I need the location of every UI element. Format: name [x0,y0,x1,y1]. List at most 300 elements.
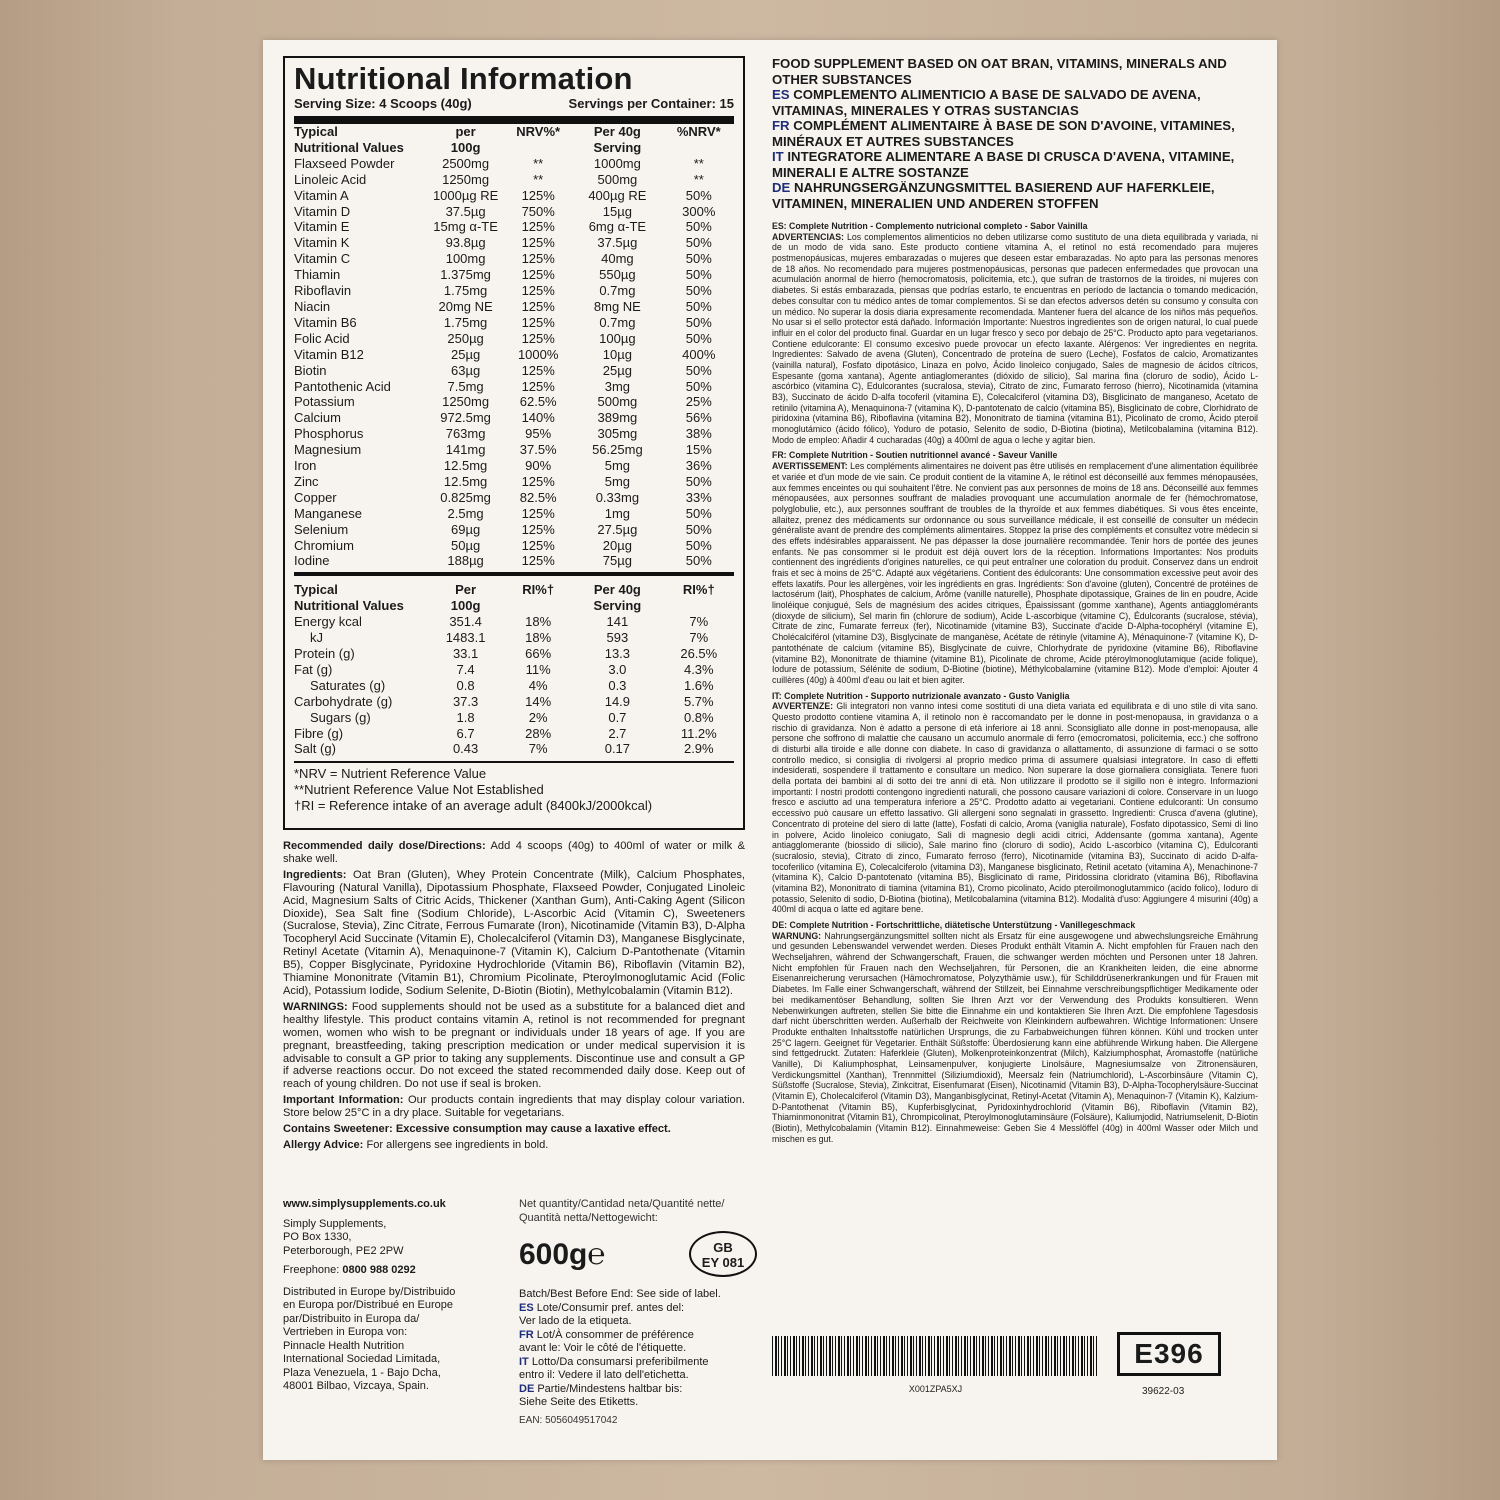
language-code: FR [772,118,790,133]
nutrient-value: 12.5mg [443,458,488,474]
table-row [294,741,734,757]
nutrient-value: 2.7 [608,725,627,741]
nutrient-value: 27.5µg [597,521,638,537]
nutrition-title: Nutritional Information [294,61,633,96]
important-label: Important Information: [283,1094,404,1107]
barcode-text: X001ZPA5XJ [908,1384,963,1394]
nutrient-value: 11.2% [680,725,717,741]
health-mark-country: GB [713,1240,733,1255]
footnote: *NRV = Nutrient Reference Value [294,766,487,782]
table-row [294,188,734,204]
table-row [294,331,734,347]
important-information [283,1094,745,1120]
column-header: RI%† [522,582,555,598]
column-header: Typical Nutritional Values [294,582,404,614]
nutrient-name: Energy kcal [294,614,362,630]
batch-line-en: Batch/Best Before End: See side of label. [519,1288,721,1300]
distributor-line: 48001 Bilbao, Vizcaya, Spain. [283,1380,429,1392]
table-row [294,379,734,395]
nutrient-value: 550µg [599,267,636,283]
nutrient-value: 95% [525,426,552,442]
nutrient-name: Chromium [294,537,354,553]
title-en [772,56,1258,87]
nutrient-name: Saturates (g) [310,677,386,693]
nutrient-value: 400% [682,346,716,362]
nutrient-value: 300% [682,203,716,219]
directions [283,840,745,866]
nutrient-value: 593 [606,630,629,646]
table-row [294,694,734,710]
serving-info [294,96,734,124]
nutrient-name: Vitamin K [294,235,350,251]
nutrient-value: 0.7mg [599,283,636,299]
nutrient-value: 1.6% [683,677,714,693]
distributor-line: Distributed in Europe by/Distribuido [283,1285,456,1298]
nutrient-value: 125% [521,283,555,299]
nutrient-name: Iodine [294,553,330,569]
title-text: INTEGRATORE ALIMENTARE A BASE DI CRUSCA D'AVENA, VITAMINE, MINERALI E ALTRE SOSTANZE [772,149,1235,180]
batch-text: Lot/À consommer de préférence avant le: Voir le côté de l'étiquette. [519,1328,694,1354]
nutrient-value: 37.5% [519,442,557,458]
weight-value: 600g [519,1238,588,1271]
nutrient-name: Protein (g) [294,646,355,661]
nutrient-value: 50% [685,283,712,299]
nutrient-value: 125% [521,314,555,330]
distributor-line: par/Distribuito in Europa da/ [283,1312,420,1325]
language-code: IT [519,1355,529,1368]
nutrient-value: 763mg [445,426,486,442]
nutrient-name: Vitamin C [294,251,351,267]
freephone-label: Freephone: [283,1264,340,1276]
nutrient-name: Carbohydrate (g) [294,693,393,709]
nutrient-value: 1.8 [456,709,475,725]
nutrient-name: Riboflavin [294,283,352,299]
table-row [294,363,734,379]
nutrient-value: 1.375mg [440,267,491,283]
freephone [283,1264,503,1278]
table-row [294,251,734,267]
vitamins-table [294,124,734,569]
nutrient-value: 15µg [602,203,632,219]
net-weight [519,1238,605,1272]
net-quantity-line: Net quantity/Cantidad neta/Quantité nette/ [519,1198,725,1210]
nutrient-value: 56% [685,410,712,426]
nutrient-name: Fat (g) [294,661,333,677]
nutrient-value: 0.7mg [599,314,636,330]
nutrient-value: 25% [685,394,712,410]
nutrient-value: 100mg [445,251,486,267]
nutrient-value: 50% [685,505,712,521]
column-header: Per 40g Serving [593,124,642,155]
allergy-advice [283,1139,745,1152]
nutrient-value: 0.3 [608,677,627,693]
nutrient-value: 972.5mg [440,410,491,426]
net-quantity-line: Quantità netta/Nettogewicht: [519,1211,658,1224]
nutrient-value: 5mg [604,458,631,474]
code-area [772,1332,1260,1412]
company-info [283,1198,503,1394]
nutrient-value: 50% [685,187,712,203]
nutrient-value: 500mg [597,171,638,187]
legal-label: ADVERTENCIAS: [772,231,844,242]
nutrient-value: 50% [685,553,712,569]
batch-text: Lotto/Da consumarsi preferibilmente entro il: Vedere il lato dell'etichetta. [519,1355,709,1381]
nutrient-value: 500mg [597,394,638,410]
nutrient-value: 125% [521,330,555,346]
table-header-row [294,124,734,156]
table-row [294,394,734,410]
nutrient-value: 389mg [597,410,638,426]
ingredients-label: Ingredients: [283,868,347,881]
table-row [294,219,734,235]
nutrient-value: 13.3 [604,646,631,661]
nutrient-value: 1000mg [593,155,641,171]
nutrient-value: 100µg [599,330,636,346]
nutrient-value: 10µg [602,346,632,362]
table-row [294,614,734,630]
translated-text [772,221,1258,1144]
nutrient-name: Vitamin B12 [294,346,364,362]
legal-text: Gli integratori non vanno intesi come sostituti di una dieta variata ed equilibrata e di uno stile di vita sano. Questo prodotto contiene vitamina A, il retinolo non è raccomandato per le donne in post-menopausa, in gravidanza o a rischio di gravidanza. Non è adatto a persone di età inferiore ai 18 anni. Sconsigliato alle donne in post-menopausa, alle persone che soffrono di malattie che causano un accumulo anormale di ferro (emocromatosi, policitemia, ecc.) che soffrono di disturbi alla tiroide e alle donne con diabete. In caso di gravidanza o allattamento, di assunzione di farmaci o se sotto controllo medico, si consiglia di rivolgersi al proprio medico prima di assumere qualsiasi integratore. In caso di effetti indesiderati, sospendere il trattamento e consultare un medico. Non superare la dose giornaliera consigliata. Tenere fuori della portata dei bambini al di sotto dei tre anni di età. Non utilizzare il prodotto se il sigillo non è integro. Informazioni importanti: I nostri prodotti contengono ingredienti naturali, che possono causare variazioni di colore. Conservare in un luogo fresco e asciutto ad una temperatura inferiore a 25°C. Prodotto adatto ai vegetariani. Contiene edulcoranti: Un consumo eccessivo può causare un effetto lassativo. Gli allergeni sono segnalati in grassetto. Ingredienti: Crusca d'avena (glutine), Concentrato di proteine del siero di latte (latte), Fosfati di calcio, Aroma (vaniglia naturale), Fosfato dipotassico, Semi di lino in polvere, Acido linoleico coniugato, Sali di magnesio degli acidi citrici, Addensante (gomma xantana), Agente antiagglomerante (biossido di silicio), Sale marino fino (cloruro di sodio), Acido L-ascorbico (vitamina C), Edulcoranti (sucralosio, stevia), Citrato di zinco, Fumarato ferroso (ferro), Nicotinamide (vitamina B3), Succinato di acido D-alfa-tocoferilico (vitamina E), Colecalciferolo (vitamina D3), Manganese bisglicinato, Retinil acetato (vitamina A), Menachinone-7 (vitamina K), Calcio D-pantotenato (vitamina B5), Bisglicinato di rame, Piridossina cloridrato (vitamina B6), Riboflavina (vitamina B2), Mononitrato di tiamina (vitamina B1), Cromo picolinato, Acido pteroilmonoglutammico (acido folico), Ioduro di potassio, Selenito di sodio, D-Biotina (biotina), Metilcobalamina (vitamina B12). Modalità d'uso: Aggiungere 4 misurini (40g) a 400ml di acqua o latte ed agitare bene. [772,701,1258,915]
table-row [294,506,734,522]
nutrient-name: Potassium [294,394,355,410]
table-row [294,156,734,172]
nutrient-value: 141mg [445,442,486,458]
legal-heading: ES: Complete Nutrition - Complemento nutricional completo - Sabor Vainilla [772,221,1088,231]
title-es [772,87,1258,118]
table-row [294,474,734,490]
nutrient-value: 14.9 [604,693,631,709]
nutrient-value: 125% [521,505,555,521]
address-line: PO Box 1330, [283,1231,352,1243]
table-row [294,538,734,554]
legal-label: AVVERTENZE: [772,701,834,712]
nutrient-value: 50µg [451,537,481,553]
nutrient-value: ** [693,171,704,187]
nutrient-value: 125% [521,251,555,267]
nutrient-name: Linoleic Acid [294,171,367,187]
table-row [294,315,734,331]
nutrient-value: ** [693,155,704,171]
nutrient-name: Manganese [294,505,362,521]
table-row [294,410,734,426]
table-row [294,458,734,474]
nutrient-value: 141 [606,614,629,630]
nutrient-value: 50% [685,521,712,537]
nutrient-value: 38% [685,426,712,442]
product-information [283,840,745,1155]
nutrient-name: Vitamin B6 [294,314,357,330]
website-link[interactable]: www.simplysupplements.co.uk [283,1198,446,1210]
nutrient-value: 6mg α-TE [588,219,647,235]
nutrient-value: 0.7 [608,709,627,725]
nutrient-name: Copper [294,489,337,505]
nutrient-value: 26.5% [680,646,718,661]
table-row [294,553,734,569]
nutrient-name: Zinc [294,473,319,489]
nutrient-value: 50% [685,537,712,553]
legal-fr [772,450,1258,685]
nutrient-value: 62.5% [519,394,557,410]
nutrient-value: 15% [685,442,712,458]
warnings-text: Food supplements should not be used as a substitute for a balanced diet and healthy lifestyle. This product contains vitamin A, retinol is not recommended for pregnant women, women who wish to be pregnant or individuals under 18 years of age. If you are pregnant, breastfeeding, taking prescription medication or under medical supervision it is advisable to consult a GP prior to taking any supplements. Discontinue use and consult a GP if adverse reactions occur. Do not exceed the stated recommended daily dose. Keep out of reach of young children. Do not use if seal is broken. [283,1000,745,1091]
nutrient-value: 50% [685,314,712,330]
warnings-label: WARNINGS: [283,1000,348,1013]
legal-text: Los complementos alimenticios no deben utilizarse como sustituto de una dieta equilibrada y variada, ni de un modo de vida sano. Este producto contiene vitamina A, el retinol no está recomendado para mujeres postmenopáusicas, mujeres embarazadas o mujeres que deseen estar embarazadas. No apto para las personas menores de 18 años. No recomendado para mujeres postmenopáusicas, personas que padecen enfermedades que provocan una acumulación anormal de hierro (hemocromatosis, policitemia, etc.), que sufran de trastornos de la tiroides, ni mujeres con diabetes. Si estás embarazada, piensas que podrías estarlo, te encuentras en período de lactancia o tomando medicación, debes consultar con tu médico antes de tomar complementos. Si se dan efectos adversos detén su consumo y consulta con un médico. No superar la dosis diaria expresamente recomendada. Mantener fuera del alcance de los niños más pequeños. No usar si el sello protector está dañado. Información Importante: Nuestros ingredientes son de origen natural, lo cual puede influir en el color del producto final. Guardar en un lugar fresco y seco por debajo de 25°C. Producto apto para vegetarianos. Contiene edulcorante: El consumo excesivo puede provocar un efecto laxante. Alérgenos: Ver ingredientes en negrita. Ingredientes: Salvado de avena (Gluten), Concentrado de proteína de suero (Leche), Fosfatos de calcio, Aromatizantes (vainilla natural), Fosfato dipotásico, Linaza en polvo, Ácido linoleico conjugado, Sales de magnesio de ácidos cítricos, Espesante (goma xantana), Agente antiaglomerantes (dióxido de silicio), Sal marina fina (cloruro de sodio), Ácido L-ascórbico (vitamina C), Edulcorantes (sucralosa, stevia), Citrato de zinc, Fumarato ferroso (hierro), Nicotinamida (vitamina B3), Succinato de ácido D-alfa tocoferil (vitamina E), Colecalciferol (vitamina D3), Bisglicinato de manganeso, Acetato de retinilo (vitamina A), Menaquinona-7 (vitamina K), D-pantotenato de calcio (vitamina B5), Bisglicinato de cobre, Clorhidrato de piridoxina (vitamina B6), Riboflavina (vitamina B2), Mononitrato de tiamina (vitamina B1), Picolinato de cromo, Ácido pteroil monoglutámico (ácido fólico), Yoduro de potasio, Selenito de sodio, D-Biotina (biotina), Metilcobalamina (vitamina B12). Modo de empleo: Añadir 4 cucharadas (40g) a 400ml de agua o leche y agitar bien. [772,231,1258,445]
nutrient-value: 33% [685,489,712,505]
nutrient-value: 125% [521,537,555,553]
nutrient-value: 3mg [604,378,631,394]
nutrient-value: 50% [685,378,712,394]
health-mark [689,1231,757,1277]
batch-text: Lote/Consumir pref. antes del: Ver lado de la etiqueta. [519,1301,685,1327]
nutrient-value: 50% [685,298,712,314]
sweetener-text: Excessive consumption may cause a laxative effect. [392,1123,671,1136]
nutrient-value: 7.5mg [447,378,484,394]
nutrient-name: Magnesium [294,442,362,458]
title-text: COMPLÉMENT ALIMENTAIRE À BASE DE SON D'AVOINE, VITAMINES, MINÉRAUX ET AUTRES SUBSTANCES [772,118,1235,149]
nutrient-value: 125% [521,267,555,283]
nutrient-value: 66% [525,646,552,661]
nutrient-value: 25µg [451,346,481,362]
nutrient-name: Pantothenic Acid [294,378,391,394]
table-row [294,522,734,538]
nutrient-value: 14% [525,693,552,709]
column-header: Per 40g Serving [593,582,642,614]
nutrient-value: 15mg α-TE [433,219,498,235]
nutrient-value: 0.8% [683,709,714,725]
legal-text: Les compléments alimentaires ne doivent pas être utilisés en remplacement d'une alimentation équilibrée et variée et d'un mode de vie sain. Ce produit contient de la vitamine A, le rétinol est déconseillé aux femmes ménopausées, aux femmes enceintes ou qui souhaitent l'être. Ne convient pas aux personnes de moins de 18 ans. Déconseillé aux femmes ménopausées, aux personnes souffrant de maladies provoquant une accumulation anormale de fer (hémochromatose, polyglobulie, etc.), aux personnes souffrant de troubles de la thyroïde et aux femmes diabétiques. Si vous êtes enceinte, allaitez, prenez des médicaments sur ordonnance ou sous surveillance médicale, il est conseillé de consulter un médecin généraliste avant de prendre des compléments alimentaires. Stoppez la prise des compléments et consultez votre médecin si des effets indésirables apparaissent. Ne pas dépasser la dose journalière recommandée. Tenir hors de portée des jeunes enfants. Ne pas consommer si le produit est déjà ouvert lors de la réception. Informations Importantes: Nos produits contiennent des ingrédients d'origines naturelles, ce qui peut entraîner une coloration du produit. Conservez dans un endroit frais et sec à moins de 25°C. Adapté aux végétariens. Contient des édulcorants: Une consommation excessive peut avoir des effets laxatifs. Pour les allergènes, voir les ingrédients en gras. Ingrédients: Son d'avoine (gluten), Concentré de protéines de lactosérum (lait), Phosphates de calcium, Arôme (vanille naturelle), Phosphate dipotassique, Graines de lin en poudre, Acide linoléique conjugué, Sels de magnésium des acides citriques, Épaississant (gomme xanthane), Agents antiagglomérants (dioxyde de silicium), Sel marin fin (chlorure de sodium), Acide L-ascorbique (vitamine C), Édulcorants (sucralose, stévia), Citrate de zinc, Fumarate ferreux (fer), Nicotinamide (vitamine B3), Succinate d'acide D-Alpha-tocophéryl (vitamine E), Cholécalciférol (vitamine D3), Bisglycinate de manganèse, Acétate de rétinyle (vitamine A), Ménaquinone-7 (vitamine K), D-pantothénate de calcium (vitamine B5), Bisglycinate de cuivre, Chlorhydrate de pyridoxine (vitamine B6), Riboflavine (vitamine B2), Mononitrate de thiamine (vitamine B1), Picolinate de chrome, Acide ptéroylmonoglutamique (acide folique), Iodure de potassium, Sélénite de sodium, D-Biotine (biotine), Méthylcobalamine (vitamine B12). Mode d'emploi: Ajouter 4 cuillères (40g) à 400ml d'eau ou lait et bien agiter. [772,461,1258,685]
nutrient-value: 750% [521,203,555,219]
table-row [294,347,734,363]
nutrient-name: Folic Acid [294,330,350,346]
legal-text: Nahrungsergänzungsmittel sollten nicht als Ersatz für eine ausgewogene und abwechslungsreiche Ernährung und gesunden Lebenswandel verwendet werden. Dieses Produkt enthält Vitamin A. Nicht empfohlen für Frauen nach den Wechseljahren, während der Schwangerschaft, Frauen, die schwanger werden möchten und Personen unter 18 Jahren. Nicht empfohlen für Frauen nach den Wechseljahren, für Personen, die an Krankheiten leiden, die eine abnorme Eisenanreicherung verursachen (Hämochromatose, Polyzythämie usw.), für Schilddrüsenerkrankungen und für Frauen mit Diabetes. Im Falle einer Schwangerschaft, während der Stillzeit, bei Einnahme verschreibungspflichtiger Medikamente oder bei medikamentöser Behandlung, sollten Sie Ihren Arzt vor der Verwendung des Produkts konsultieren. Wenn Nebenwirkungen auftreten, stellen Sie bitte die Einnahme ein und kontaktieren Sie Ihren Arzt. Die empfohlene Tagesdosis darf nicht überschritten werden. Außerhalb der Reichweite von Kleinkindern aufbewahren. Wichtige Informationen: Unsere Produkte enthalten Inhaltsstoffe natürlichen Ursprungs, die zu Farbabweichungen führen können. Kühl und trocken unter 25°C lagern. Geeignet für Vegetarier. Enthält Süßstoffe: Überdosierung kann eine abführende Wirkung haben. Die Allergene sind fettgedruckt. Zutaten: Haferkleie (Gluten), Molkenproteinkonzentrat (Milch), Kalziumphosphat, Aromastoffe (natürliche Vanille), Di Kaliumphosphat, Leinsamenpulver, konjugierte Linolsäure, Magnesiumsalze von Zitronensäuren, Verdickungsmittel (Xanthan), Trennmittel (Siliziumdioxid), Meersalz fein (Natriumchlorid), L-Ascorbinsäure (Vitamin C), Süßstoffe (Sucralose, Stevia), Zinkcitrat, Eisenfumarat (Eisen), Nicotinamid (Vitamin B3), D-Alpha-Tocopherylsäure-Succinat (Vitamin E), Cholecalciferol (Vitamin D3), Manganbisglycinat, Retinyl-Acetat (Vitamin A), Menaquinon-7 (Vitamin K), Kalzium-D-Pantothenat (Vitamin B5), Kupferbisglycinat, Pyridoxinhydrochlorid (Vitamin B6), Riboflavin (Vitamin B2), Thiaminmononitrat (Vitamin B1), Chrompicolinat, Pteroylmonoglutaminsäure (Folsäure), Kaliumjodid, Natriumselenit, D-Biotin (Biotin), Methylcobalamin (Vitamin B12). Einnahmeweise: Geben Sie 4 Messlöffel (40g) in 400ml Wasser oder Milch und mischen es gut. [772,930,1258,1144]
nutrient-name: Selenium [294,521,349,537]
nutrient-value: 125% [521,187,555,203]
column-header: Typical Nutritional Values [294,124,404,155]
nutrient-value: 12.5mg [443,473,488,489]
nutrient-value: 7.4 [456,661,475,677]
allergy-label: Allergy Advice: [283,1138,364,1151]
table-row [294,646,734,662]
table-row [294,630,734,646]
nutrient-value: 63µg [451,362,481,378]
nutrient-value: ** [533,155,544,171]
product-titles [772,56,1258,211]
legal-heading: FR: Complete Nutrition - Soutien nutritionnel avancé - Saveur Vanille [772,450,1058,461]
nutrient-value: 2.5mg [447,505,484,521]
nutrient-value: 1483.1 [445,630,486,646]
nutrient-value: 1.75mg [443,283,488,299]
nutrient-value: 0.33mg [595,489,640,505]
footnote-divider [294,761,734,763]
batch-line [519,1383,759,1410]
column-header: Per 100g [450,582,481,614]
directions-text: Add 4 scoops (40g) to 400ml of water or milk & shake well. [283,840,746,865]
nutrient-value: 7% [528,741,548,757]
nutrient-value: 351.4 [449,614,482,630]
table-row [294,172,734,188]
nutrient-name: Biotin [294,362,327,378]
nutrient-value: 125% [521,219,555,235]
freephone-number: 0800 988 0292 [342,1264,416,1276]
table-row [294,235,734,251]
legal-heading: DE: Complete Nutrition - Fortschrittliche, diätetische Unterstützung - Vanillegeschmack [772,920,1136,930]
footnote: †RI = Reference intake of an average adult (8400kJ/2000kcal) [294,798,653,814]
product-label [263,40,1277,1460]
health-mark-code: EY 081 [701,1255,745,1270]
nutrient-value: 50% [685,219,712,235]
net-quantity-label [519,1198,759,1225]
nutrient-value: 125% [521,473,555,489]
language-code: DE [519,1382,535,1395]
nutrient-value: 50% [685,330,712,346]
nutrient-value: 1250mg [442,394,490,410]
distributor-line: International Sociedad Limitada, [283,1353,441,1365]
nutrient-value: 5.7% [683,693,714,709]
energy-table [294,582,734,757]
nutrient-name: Vitamin A [294,187,349,203]
nutrient-value: 50% [685,235,712,251]
nutrient-value: 56.25mg [592,442,643,458]
batch-info [519,1288,759,1427]
batch-line [519,1302,759,1329]
nutrient-value: 6.7 [456,725,475,741]
nutrient-value: 2500mg [442,155,490,171]
distributor-line: en Europa por/Distribué en Europe [283,1299,453,1311]
table-divider [294,572,734,576]
nutrient-value: 2.9% [683,741,714,757]
nutrient-name: Niacin [294,298,331,314]
table-row [294,299,734,315]
nutrient-value: 0.8 [456,677,475,693]
nutrient-value: 50% [685,251,712,267]
legal-es [772,221,1258,445]
column-header: per 100g [450,124,481,155]
table-row [294,204,734,220]
nutrient-value: 188µg [447,553,484,569]
barcode-icon [772,1336,1099,1376]
table-row [294,490,734,506]
legal-de [772,920,1258,1144]
sweetener-label: Contains Sweetener: [283,1123,393,1136]
batch-line [519,1329,759,1356]
nutrient-value: 50% [685,267,712,283]
nutrient-value: 125% [521,553,555,569]
nutrient-value: 305mg [597,426,638,442]
nutrient-name: kJ [310,630,323,646]
nutrient-value: ** [533,171,544,187]
serving-size: Serving Size: 4 Scoops (40g) [294,96,472,111]
table-row [294,267,734,283]
nutrient-name: Salt (g) [294,741,336,757]
nutrient-value: 125% [521,298,555,314]
nutrient-value: 140% [521,410,555,426]
table-row [294,442,734,458]
column-header: RI%† [682,582,715,598]
nutrient-name: Flaxseed Powder [294,155,395,171]
nutrient-value: 125% [521,521,555,537]
column-header: NRV%* [516,124,561,139]
legal-it [772,691,1258,915]
nutrient-value: 125% [521,362,555,378]
nutrient-name: Vitamin E [294,219,350,235]
ean-number: EAN: 5056049517042 [519,1414,618,1426]
nutrient-value: 82.5% [519,489,557,505]
language-code: DE [772,180,791,195]
nutrient-value: 1250mg [442,171,490,187]
nutrient-value: 5mg [604,473,631,489]
batch-line [519,1356,759,1383]
language-code: ES [519,1301,534,1314]
nutrient-value: 0.43 [452,741,479,757]
nutrient-value: 37.5µg [597,235,638,251]
allergy-text: For allergens see ingredients in bold. [363,1138,549,1151]
distributor-line: Pinnacle Health Nutrition [283,1339,405,1352]
nutrient-value: 75µg [602,553,632,569]
nutrient-value: 50% [685,473,712,489]
lot-number: 39622-03 [1142,1386,1185,1397]
address-line: Simply Supplements, [283,1217,387,1230]
nutrient-value: 250µg [447,330,484,346]
ingredients [283,869,745,998]
table-row [294,678,734,694]
directions-label: Recommended daily dose/Directions: [283,840,486,852]
nutrient-value: 93.8µg [445,235,486,251]
nutrient-value: 0.825mg [440,489,491,505]
nutrient-value: 1mg [604,505,631,521]
nutrient-value: 1000µg RE [432,187,499,203]
nutrient-name: Fibre (g) [294,725,344,741]
nutrient-name: Iron [294,458,317,474]
nutrient-value: 1000% [517,346,559,362]
nutrient-value: 11% [525,661,551,677]
table-header-row [294,582,734,614]
nutrient-value: 36% [685,458,712,474]
table-row [294,726,734,742]
title-de [772,180,1258,211]
title-fr [772,118,1258,149]
title-text: NAHRUNGSERGÄNZUNGSMITTEL BASIEREND AUF HAFERKLEIE, VITAMINEN, MINERALIEN UND ANDEREN STOFFEN [772,180,1215,211]
legal-label: WARNUNG: [772,930,822,941]
nutrient-value: 18% [525,630,552,646]
column-header: %NRV* [676,124,721,139]
nutrient-value: 90% [525,458,552,474]
nutrition-panel [283,56,745,830]
nutrient-value: 40mg [601,251,634,267]
distributor-line: Vertrieben in Europa von: [283,1326,408,1338]
nutrient-name: Calcium [294,410,341,426]
table-row [294,426,734,442]
nutrient-name: Phosphorus [294,426,364,442]
legal-heading: IT: Complete Nutrition - Supporto nutrizionale avanzato - Gusto Vaniglia [772,690,1070,701]
nutrient-name: Vitamin D [294,203,351,219]
nutrient-value: 33.1 [452,646,479,661]
nutrient-value: 125% [521,235,555,251]
nutrient-value: 2% [528,709,548,725]
nutrient-value: 8mg NE [593,298,641,314]
nutrient-value: 7% [689,614,709,630]
nutrient-value: 4% [528,677,548,693]
title-text: FOOD SUPPLEMENT BASED ON OAT BRAN, VITAMINS, MINERALS AND OTHER SUBSTANCES [772,56,1227,87]
warnings [283,1001,745,1091]
table-row [294,710,734,726]
nutrient-value: 1.75mg [443,314,488,330]
nutrient-value: 28% [525,725,552,741]
table-row [294,283,734,299]
batch-text: Partie/Mindestens haltbar bis: Siehe Seite des Etiketts. [519,1382,683,1408]
multilingual-column [772,56,1258,1149]
